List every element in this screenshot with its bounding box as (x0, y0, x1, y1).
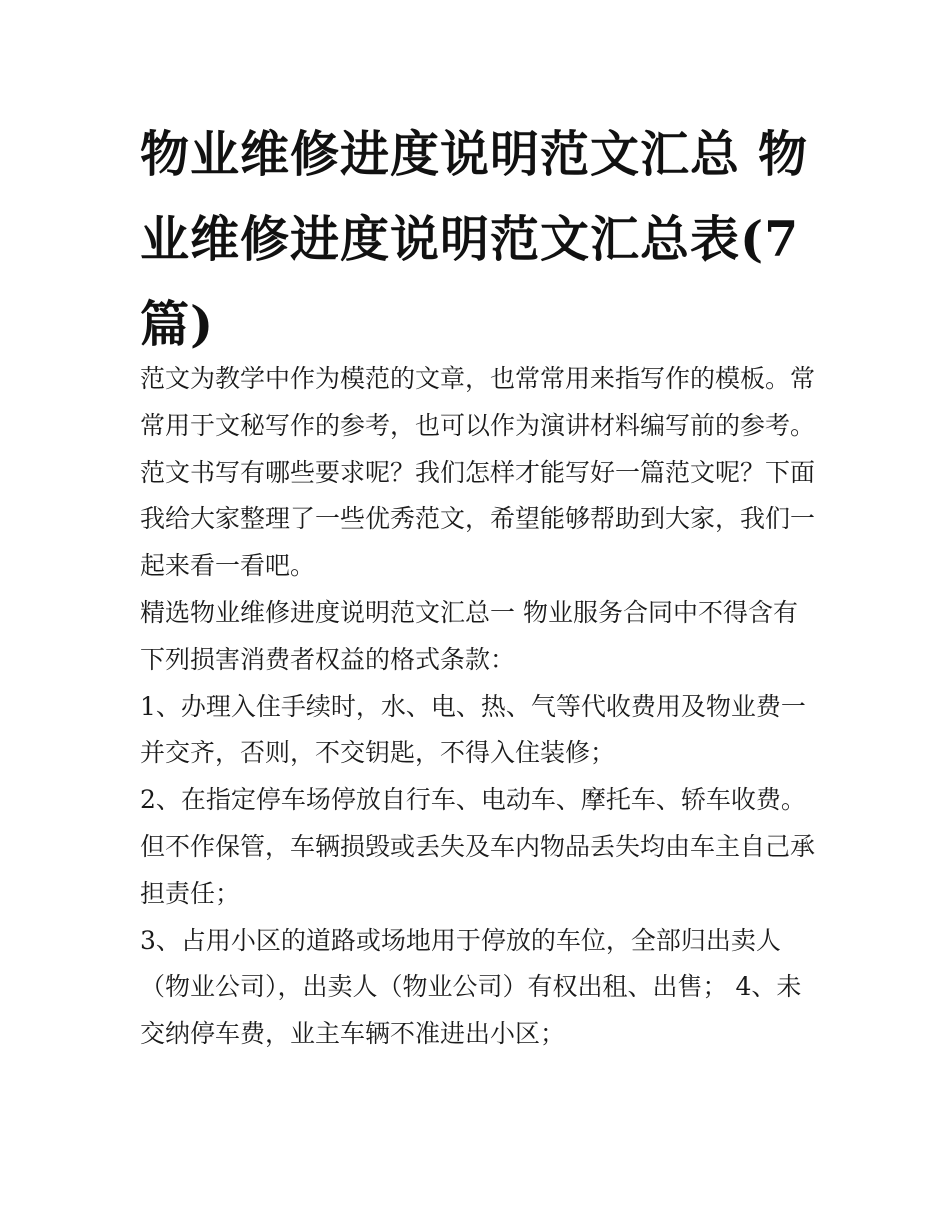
text-line: 范文书写有哪些要求呢？我们怎样才能写好一篇范文呢？下面 (140, 457, 816, 487)
intro-paragraph (140, 356, 820, 590)
text-line: （物业公司），出卖人（物业公司）有权出租、出售； 4、未 (140, 972, 802, 1002)
text-line: 并交齐，否则，不交钥匙，不得入住装修； (140, 738, 616, 768)
text-line: 我给大家整理了一些优秀范文，希望能够帮助到大家，我们一 (140, 504, 816, 534)
clause-3-paragraph (140, 918, 820, 1058)
text-line: 常用于文秘写作的参考，也可以作为演讲材料编写前的参考。 (140, 410, 816, 440)
text-line: 2、在指定停车场停放自行车、电动车、摩托车、轿车收费。 (140, 785, 806, 815)
text-line: 但不作保管，车辆损毁或丢失及车内物品丢失均由车主自己承 (140, 831, 816, 861)
title-line: 物业维修进度说明范文汇总 物 (140, 125, 809, 183)
text-line: 1、办理入住手续时，水、电、热、气等代收费用及物业费一 (140, 691, 806, 721)
text-line: 下列损害消费者权益的格式条款： (140, 644, 516, 674)
text-line: 担责任； (140, 878, 241, 908)
section-heading-paragraph (140, 590, 820, 684)
document-title (140, 112, 820, 367)
text-line: 交纳停车费，业主车辆不准进出小区； (140, 1019, 566, 1049)
clause-1-paragraph (140, 684, 820, 778)
title-line: 篇) (140, 295, 215, 353)
document-body (140, 356, 820, 1058)
text-line: 精选物业维修进度说明范文汇总一 物业服务合同中不得含有 (140, 597, 798, 627)
text-line: 范文为教学中作为模范的文章，也常常用来指写作的模板。常 (140, 364, 816, 393)
clause-2-paragraph (140, 777, 820, 917)
text-line: 起来看一看吧。 (140, 551, 316, 581)
text-line: 3、占用小区的道路或场地用于停放的车位，全部归出卖人 (140, 925, 781, 955)
title-line: 业维修进度说明范文汇总表(7 (140, 210, 800, 268)
